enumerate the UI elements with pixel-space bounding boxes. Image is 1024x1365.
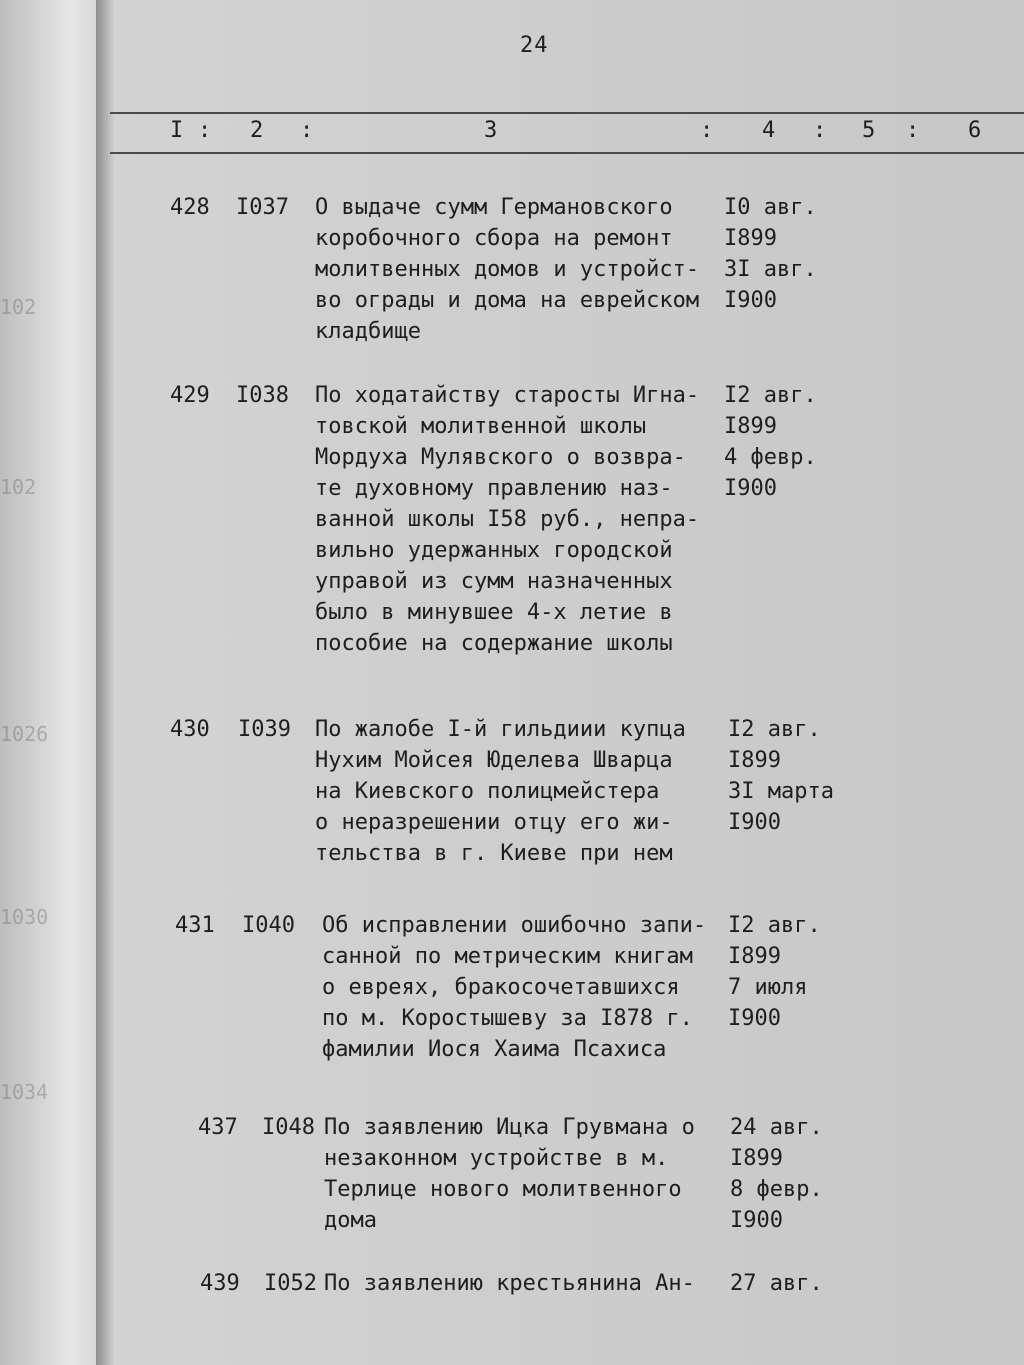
book-spine-shadow: [96, 0, 114, 1365]
description-line: Нухим Мойсея Юделева Шварца: [315, 748, 673, 773]
entry-dates: [724, 380, 817, 504]
description-line: ванной школы I58 руб., непра-: [315, 507, 700, 532]
date-line: 27 авг.: [730, 1271, 823, 1296]
entry-description: [315, 192, 699, 347]
entry-dates: [724, 192, 817, 316]
date-line: 7 июля: [728, 975, 808, 1000]
date-line: I2 авг.: [728, 717, 821, 742]
header-top-rule: [110, 112, 1024, 114]
entry-file-number: I052: [264, 1271, 317, 1296]
description-line: По ходатайству старосты Игна-: [315, 383, 700, 408]
date-line: 8 февр.: [730, 1177, 823, 1202]
entry-number: 430: [170, 717, 210, 742]
description-line: молитвенных домов и устройст-: [315, 257, 700, 282]
header-separator: :: [300, 118, 314, 143]
header-col-6: 6: [968, 118, 982, 143]
description-line: пособие на содержание школы: [315, 631, 673, 656]
description-line: вильно удержанных городской: [315, 538, 673, 563]
entry-number: 431: [175, 913, 215, 938]
header-separator: :: [198, 118, 212, 143]
date-line: I900: [724, 288, 777, 313]
entry-file-number: I038: [236, 383, 289, 408]
date-line: 4 февр.: [724, 445, 817, 470]
entry-file-number: I039: [238, 717, 291, 742]
entry-description: [315, 380, 699, 659]
header-col-5: 5: [862, 118, 876, 143]
header-col-1: I: [170, 118, 184, 143]
header-col-4: 4: [762, 118, 776, 143]
description-line: о евреях, бракосочетавшихся: [322, 975, 680, 1000]
entry-file-number: I048: [262, 1115, 315, 1140]
date-line: I900: [728, 810, 781, 835]
date-line: I2 авг.: [728, 913, 821, 938]
entry-dates: [730, 1112, 823, 1236]
date-line: I899: [724, 226, 777, 251]
description-line: О выдаче сумм Германовского: [315, 195, 673, 220]
description-line: Терлице нового молитвенного: [324, 1177, 682, 1202]
entry-file-number: I037: [236, 195, 289, 220]
description-line: фамилии Иося Хаима Псахиса: [322, 1037, 667, 1062]
entry-description: [324, 1112, 695, 1236]
description-line: по м. Коростышеву за I878 г.: [322, 1006, 693, 1031]
date-line: I0 авг.: [724, 195, 817, 220]
entry-dates: [730, 1268, 823, 1299]
description-line: было в минувшее 4-х летие в: [315, 600, 673, 625]
bleed-through-number: 1026: [0, 722, 49, 746]
description-line: тельства в г. Киеве при нем: [315, 841, 673, 866]
header-bottom-rule: [110, 152, 1024, 154]
date-line: I900: [728, 1006, 781, 1031]
header-separator: :: [700, 118, 714, 143]
entry-number: 439: [200, 1271, 240, 1296]
date-line: I900: [724, 476, 777, 501]
page-number: 24: [520, 33, 549, 58]
bleed-through-number: 102: [0, 475, 37, 499]
date-line: I899: [724, 414, 777, 439]
description-line: дома: [324, 1208, 377, 1233]
date-line: 24 авг.: [730, 1115, 823, 1140]
header-separator: :: [813, 118, 827, 143]
entry-number: 429: [170, 383, 210, 408]
description-line: По заявлению Ицка Грувмана о: [324, 1115, 695, 1140]
description-line: кладбище: [315, 319, 421, 344]
left-page-edge: [0, 0, 100, 1365]
description-line: По заявлению крестьянина Ан-: [324, 1271, 695, 1296]
entry-dates: [728, 714, 834, 838]
entry-file-number: I040: [242, 913, 295, 938]
entry-number: 437: [198, 1115, 238, 1140]
description-line: коробочного сбора на ремонт: [315, 226, 673, 251]
date-line: I2 авг.: [724, 383, 817, 408]
description-line: управой из сумм назначенных: [315, 569, 673, 594]
description-line: незаконном устройстве в м.: [324, 1146, 669, 1171]
entry-description: [315, 714, 686, 869]
description-line: санной по метрическим книгам: [322, 944, 693, 969]
description-line: Мордуха Мулявского о возвра-: [315, 445, 686, 470]
description-line: те духовному правлению наз-: [315, 476, 673, 501]
entry-description: [324, 1268, 695, 1299]
bleed-through-number: 102: [0, 295, 37, 319]
date-line: 3I авг.: [724, 257, 817, 282]
date-line: 3I марта: [728, 779, 834, 804]
description-line: о неразрешении отцу его жи-: [315, 810, 673, 835]
description-line: во ограды и дома на еврейском: [315, 288, 700, 313]
entry-number: 428: [170, 195, 210, 220]
bleed-through-number: 1034: [0, 1080, 49, 1104]
header-col-3: 3: [484, 118, 498, 143]
date-line: I899: [728, 748, 781, 773]
date-line: I900: [730, 1208, 783, 1233]
description-line: По жалобе I-й гильдиии купца: [315, 717, 686, 742]
entry-dates: [728, 910, 821, 1034]
description-line: на Киевского полицмейстера: [315, 779, 660, 804]
header-col-2: 2: [250, 118, 264, 143]
bleed-through-number: 1030: [0, 905, 49, 929]
description-line: Об исправлении ошибочно запи-: [322, 913, 707, 938]
description-line: товской молитвенной школы: [315, 414, 647, 439]
header-separator: :: [906, 118, 920, 143]
date-line: I899: [730, 1146, 783, 1171]
entry-description: [322, 910, 706, 1065]
date-line: I899: [728, 944, 781, 969]
